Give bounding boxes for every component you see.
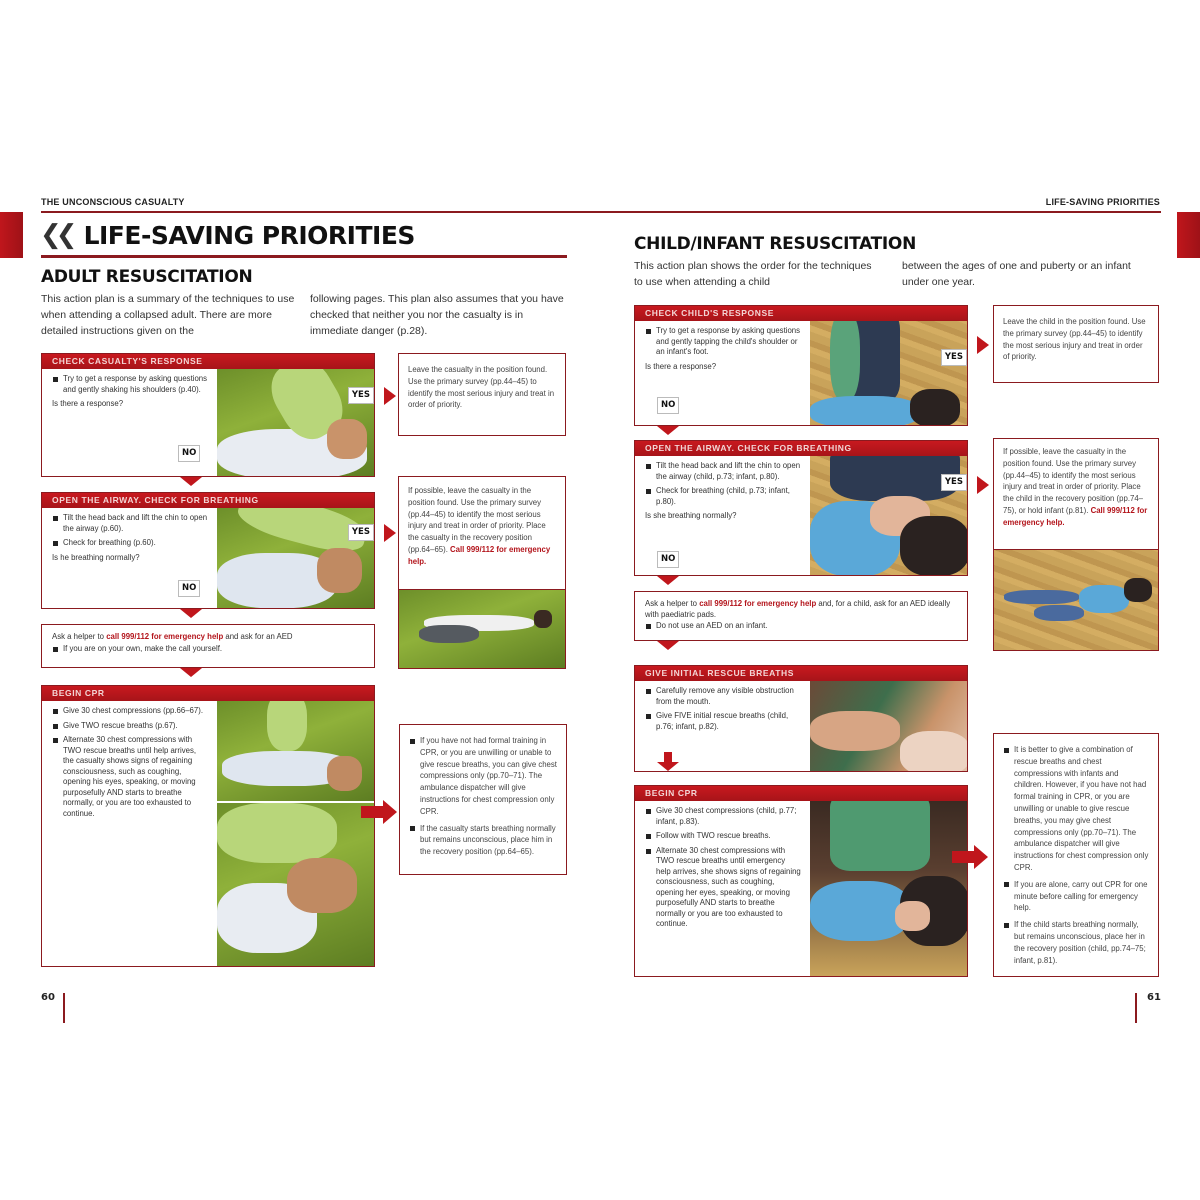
photo-legs xyxy=(1004,590,1079,604)
no-arrow-icon xyxy=(180,477,202,486)
intro-col-1: This action plan is a summary of the techniques to use when attending a collapsed adult. There are more detailed instructions given on the xyxy=(41,293,295,337)
step-header: OPEN THE AIRWAY. CHECK FOR BREATHING xyxy=(42,493,374,508)
bullet: Alternate 30 chest compressions with TWO rescue breaths until help arrives, the casualty shows signs of regaining consciousness, such as coughing, opening his eyes, speaking, or moving purposefully AND starts to breathe normally, or you are too exhausted to continue. xyxy=(52,735,209,819)
photo-face xyxy=(317,548,362,593)
photo-checking-response xyxy=(217,369,374,476)
right-arrow-icon xyxy=(361,800,397,824)
bullet: Give TWO rescue breaths (p.67). xyxy=(52,721,209,732)
no-arrow-icon xyxy=(657,426,679,435)
double-chevron-left-icon: ❮❮ xyxy=(40,220,72,250)
bullet: Tilt the head back and lift the chin to open the airway (p.60). xyxy=(52,513,209,534)
photo-rescue-breaths xyxy=(217,803,374,966)
bullet: Carefully remove any visible obstruction from the mouth. xyxy=(645,686,802,707)
bullet: Check for breathing (p.60). xyxy=(52,538,209,549)
photo-child-airway xyxy=(810,456,967,575)
step-check-casualty-response xyxy=(41,353,375,477)
photo-arms xyxy=(267,701,307,751)
question: Is there a response? xyxy=(52,399,124,408)
call-text: Ask a helper to xyxy=(645,599,700,608)
no-arrow-icon xyxy=(180,609,202,618)
photo-chest-compressions xyxy=(217,701,374,803)
step-begin-cpr-child xyxy=(634,785,968,977)
note-text: If possible, leave the casualty in the position found. Use the primary survey (pp.44–45) to identify the most serious injury and treat in order of priority. Place the casualty in the recovery position (pp.64–65). xyxy=(408,486,546,554)
photo-shirt xyxy=(1079,585,1129,613)
right-arrow-icon xyxy=(952,845,988,869)
photo-face xyxy=(327,419,367,459)
question: Is there a response? xyxy=(645,361,717,371)
note-child-cpr xyxy=(993,733,1159,977)
yes-arrow-icon xyxy=(384,524,396,542)
step-header: BEGIN CPR xyxy=(635,786,967,801)
bullet: Check for breathing (child, p.73; infant, p.80). xyxy=(645,486,802,507)
note-recovery-group-child xyxy=(993,438,1159,651)
chapter-tab-left xyxy=(0,212,23,258)
photo-child-hair xyxy=(900,516,967,575)
note-recovery-position xyxy=(398,476,566,590)
intro-col-2: between the ages of one and puberty or an infant under one year. xyxy=(902,260,1131,288)
yes-badge: YES xyxy=(941,349,967,366)
photo-hand xyxy=(810,711,900,751)
yes-badge: YES xyxy=(941,474,967,491)
photo-helper xyxy=(217,803,337,863)
no-badge: NO xyxy=(657,397,679,414)
call-emergency-text: call 999/112 for emergency help xyxy=(106,632,224,641)
note-text: If possible, leave the casualty in the position found. Use the primary survey (pp.44–45) to identify the most serious injury and treat in order of priority. Place the child in the recovery position (pp.74–75), or hold infant (p.81). xyxy=(1003,447,1143,515)
question: Is he breathing normally? xyxy=(52,552,140,562)
bullet: Follow with TWO rescue breaths. xyxy=(645,831,802,842)
step-initial-rescue-breaths xyxy=(634,665,968,772)
no-badge: NO xyxy=(178,445,200,462)
photo-opening-airway xyxy=(217,508,374,608)
section-title-child: CHILD/INFANT RESUSCITATION xyxy=(634,234,917,254)
bullet: If you are alone, carry out CPR for one minute before calling for emergency help. xyxy=(1003,879,1150,914)
photo-helper-arm xyxy=(830,321,860,401)
bullet: Try to get a response by asking questions and gently tapping the child's shoulder or an infant's foot. xyxy=(645,326,802,358)
down-arrow-icon xyxy=(180,668,202,677)
down-arrow-icon xyxy=(662,752,674,771)
step-begin-cpr xyxy=(41,685,375,967)
page-number-right: 61 xyxy=(1147,992,1161,1003)
question: Is she breathing normally? xyxy=(645,511,737,520)
step-open-airway-child xyxy=(634,440,968,576)
step-open-airway xyxy=(41,492,375,609)
photo-child-shirt xyxy=(810,396,920,425)
photo-face xyxy=(287,858,357,913)
call-text: Ask a helper to xyxy=(52,632,107,641)
photo-legs xyxy=(419,625,479,643)
photo-rescue-breaths-child xyxy=(810,681,967,771)
photo-child-head xyxy=(910,389,960,425)
step-header: CHECK CASUALTY'S RESPONSE xyxy=(42,354,374,369)
photo-cpr-child xyxy=(810,801,967,976)
note-compression-only xyxy=(399,724,567,875)
photo-head xyxy=(1124,578,1152,602)
page-number-rule xyxy=(1135,993,1137,1023)
no-arrow-icon xyxy=(657,576,679,585)
title-rule xyxy=(41,255,567,258)
bullet: Tilt the head back and lift the chin to open the airway (child, p.73; infant, p.80). xyxy=(645,461,802,482)
yes-arrow-icon xyxy=(977,336,989,354)
note-recovery-child xyxy=(993,438,1159,550)
note-recovery-group xyxy=(398,476,566,669)
yes-badge: YES xyxy=(348,387,374,404)
photo-legs xyxy=(1034,605,1084,621)
call-text: and, for a child, ask for an AED ideally with paediatric pads. xyxy=(645,599,951,619)
photo-helper xyxy=(830,801,930,871)
photo-cpr xyxy=(217,701,374,966)
yes-arrow-icon xyxy=(977,476,989,494)
page-title xyxy=(40,220,415,250)
bullet: Give 30 chest compressions (child, p.77; infant, p.83). xyxy=(645,806,802,827)
photo-recovery-position xyxy=(398,590,566,669)
intro-col-1: This action plan shows the order for the techniques to use when attending a child xyxy=(634,260,872,288)
bullet: Do not use an AED on an infant. xyxy=(645,621,957,632)
yes-arrow-icon xyxy=(384,387,396,405)
bullet: It is better to give a combination of rescue breaths and chest compressions with infants and children. However, if you have not had formal training in CPR, or you are unwilling or unable to give rescue breaths, you may give chest compressions only (pp.70–71). The ambulance dispatcher will give instructions for chest compression only CPR. xyxy=(1003,744,1150,874)
running-head-right: LIFE-SAVING PRIORITIES xyxy=(1045,197,1160,207)
bullet: Give 30 chest compressions (pp.66–67). xyxy=(52,706,209,717)
bullet: If the child starts breathing normally, but remains unconscious, place her in the recovery position (child, pp.74–75; infant, p.81). xyxy=(1003,919,1150,966)
note-leave-in-position: Leave the casualty in the position found. Use the primary survey (pp.44–45) to identify the most serious injury and treat in order of priority. xyxy=(398,353,566,436)
photo-head xyxy=(534,610,552,628)
header-rule xyxy=(41,211,1161,213)
bullet: If the casualty starts breathing normally but remains unconscious, place him in the recovery position (pp.64–65). xyxy=(409,823,558,858)
intro-col-2: following pages. This plan also assumes that you have checked that neither you nor the casualty is in immediate danger (p.28). xyxy=(310,293,564,337)
bullet: Try to get a response by asking questions and gently shaking his shoulders (p.40). xyxy=(52,374,209,395)
bullet: Alternate 30 chest compressions with TWO rescue breaths until emergency help arrives, she shows signs of regaining consciousness, such as coughing, opening her eyes, speaking, or moving purposefully AND starts to breathe normally or you are too exhausted to continue. xyxy=(645,846,802,930)
note-leave-child: Leave the child in the position found. Use the primary survey (pp.44–45) to identify the most serious injury and treat in order of priority. xyxy=(993,305,1159,383)
step-header: GIVE INITIAL RESCUE BREATHS xyxy=(635,666,967,681)
step-call-help xyxy=(41,624,375,668)
call-emergency-text: Call 999/112 for emergency help. xyxy=(408,544,551,566)
bullet: If you are on your own, make the call yourself. xyxy=(52,644,364,655)
call-emergency-text: Call 999/112 for emergency help. xyxy=(1003,505,1148,527)
no-badge: NO xyxy=(178,580,200,597)
step-header: CHECK CHILD'S RESPONSE xyxy=(635,306,967,321)
running-head-left: THE UNCONSCIOUS CASUALTY xyxy=(41,197,185,207)
call-emergency-text: call 999/112 for emergency help xyxy=(699,599,817,608)
call-text: and ask for an AED xyxy=(223,632,293,641)
no-badge: NO xyxy=(657,551,679,568)
page-number-left: 60 xyxy=(41,992,55,1003)
step-check-child-response xyxy=(634,305,968,426)
page-title-text: LIFE-SAVING PRIORITIES xyxy=(83,220,415,250)
section-title-adult: ADULT RESUSCITATION xyxy=(41,267,253,287)
bullet: Give FIVE initial rescue breaths (child, p.76; infant, p.82). xyxy=(645,711,802,732)
photo-child-recovery xyxy=(993,550,1159,651)
photo-child-face xyxy=(900,731,967,771)
step-call-help-child xyxy=(634,591,968,641)
bullet: If you have not had formal training in CPR, or you are unwilling or unable to give rescue breaths, you can give chest compressions only (pp.70–71). The ambulance dispatcher will give instructions for chest compression only CPR. xyxy=(409,735,558,818)
photo-child-response xyxy=(810,321,967,425)
step-header: OPEN THE AIRWAY. CHECK FOR BREATHING xyxy=(635,441,967,456)
yes-badge: YES xyxy=(348,524,374,541)
step-header: BEGIN CPR xyxy=(42,686,374,701)
photo-child-face xyxy=(895,901,930,931)
photo-face xyxy=(327,756,362,791)
chapter-tab-right xyxy=(1177,212,1200,258)
page-number-rule xyxy=(63,993,65,1023)
down-arrow-icon xyxy=(657,641,679,650)
